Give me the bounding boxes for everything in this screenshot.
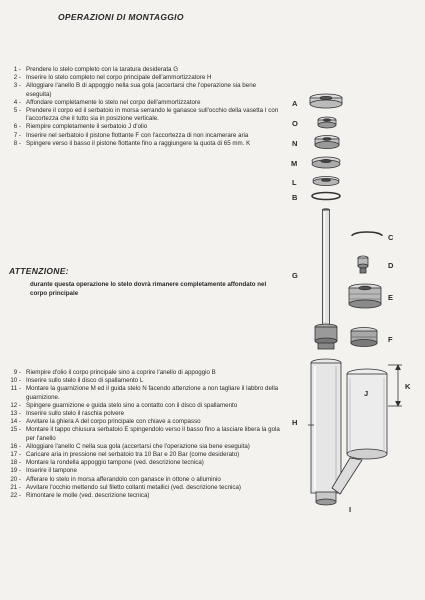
step-item [6,402,281,410]
step-item [6,82,281,98]
step-item [6,132,281,140]
step-text: Riempire completamente il serbatoio J d'olio [26,123,148,131]
step-item [6,99,281,107]
part-N-rod-guide [315,136,339,149]
label-F: F [388,335,393,344]
step-item [6,140,281,148]
step-text: Prendere lo stelo completo con la taratura desiderata G [26,66,179,73]
step-text: Inserire nel serbatoio il pistone flottante F con l'accortezza di non incamerare aria [26,131,249,139]
step-item [6,451,281,459]
step-number: 18 - [10,459,21,467]
label-G: G [292,271,298,280]
label-D: D [388,261,394,270]
label-A: A [292,99,298,108]
step-item [6,123,281,131]
step-item [6,369,281,377]
step-item [6,410,281,418]
step-text: Caricare aria in pressione nel serbatoio tra 10 Bar e 20 Bar (come desiderato) [26,451,240,459]
label-B: B [292,193,298,202]
part-B-support-ring [312,193,340,200]
step-item [6,492,281,500]
page-title: OPERAZIONI DI MONTAGGIO [58,12,184,22]
part-G-rod-assembly [315,209,337,349]
label-M: M [291,159,298,168]
step-number: 17 - [10,451,21,459]
shock-absorber-diagram [280,0,425,600]
attention-heading: ATTENZIONE: [9,266,69,276]
step-number: 20 - [10,475,21,483]
step-number: 2 - [13,74,21,82]
step-number: 16 - [10,442,21,450]
step-item [6,377,281,385]
step-item [6,467,281,475]
label-I: I [349,505,352,514]
step-text: Spingere verso il basso il pistone flottante fino a raggiungere la quota di 65 mm. K [26,139,251,147]
step-text: Prendere il corpo ed il serbatoio in morsa serrando le ganasce sull'occhio della vasetta I con l'accortezza che il tutto sia in posizione verticale. [26,107,279,123]
step-item [6,476,281,484]
step-item [6,484,281,492]
step-text: Rimontare le molle (ved. descrizione tecnica) [26,492,150,500]
step-number: 21 - [10,483,21,491]
label-L: L [292,178,297,187]
label-N: N [292,139,298,148]
step-item [6,426,281,442]
part-D-valve [358,256,368,273]
dimension-K [388,365,402,406]
part-F-floating-piston [351,328,377,347]
part-L-shoulder-disc [313,177,339,186]
steps-list-top [6,66,281,148]
step-text: Alloggiare l'anello B di appoggio nella sua gola (accertarsi che l'operazione sia bene eseguita) [26,82,257,98]
steps-list-bottom [6,369,281,500]
label-H: H [292,418,298,427]
step-text: Avvitare l'occhio mettendo sul filetto collanti metallici (ved. descrizione tecnica) [26,483,241,491]
step-number: 8 - [13,139,21,147]
step-text: Inserire sullo stelo il disco di spallamento L [26,377,144,385]
step-item [6,418,281,426]
step-number: 22 - [10,492,21,500]
label-O: O [292,119,298,128]
label-E: E [388,293,394,302]
part-J-reservoir [347,369,387,459]
step-number: 9 - [13,369,21,376]
part-I-eyelet [316,492,336,505]
step-text: Inserire il tampone [26,467,77,475]
step-text: Montare la rondella appoggio tampone (ved. descrizione tecnica) [26,459,204,467]
step-text: Spingere guarnizione e guida stelo sino a contatto con il disco di spallamento [26,401,238,409]
step-number: 15 - [10,426,21,434]
label-C: C [388,233,394,242]
step-item [6,74,281,82]
label-K: K [405,382,411,391]
step-text: Afferare lo stelo in morsa afferandolo con ganasce in ottone o alluminio [26,475,221,483]
part-O-dust-wiper [318,117,336,128]
part-E-reservoir-cap [349,284,381,308]
step-number: 14 - [10,418,21,426]
step-item [6,459,281,467]
label-J: J [364,389,369,398]
step-number: 5 - [13,107,21,115]
step-text: Inserire sullo stelo il raschia polvere [26,410,125,418]
step-item [6,385,281,401]
step-number: 6 - [13,123,21,131]
step-number: 4 - [13,98,21,106]
step-text: Inserire lo stelo completo nel corpo principale dell'ammortizzatore H [26,74,212,82]
step-text: Montare il tappo chiusura serbatoio E spingendolo verso il basso fino a lasciare libera la gola per l'anello [26,426,280,442]
step-number: 12 - [10,401,21,409]
step-text: Avvitare la ghiera A del corpo principale con chiave a compasso [26,418,201,426]
step-number: 1 - [13,66,21,73]
part-A-ring-nut [310,94,342,108]
step-number: 10 - [10,377,21,385]
part-C-snap-ring [352,232,382,236]
step-number: 3 - [13,82,21,90]
part-H-main-body [311,359,341,493]
attention-text: durante questa operazione lo stelo dovrà rimanere completamente affondato nel corpo principale [30,281,267,297]
step-number: 19 - [10,467,21,475]
step-text: Alloggiare l'anello C nella sua gola (accertarsi che l'operazione sia bene eseguita) [26,442,250,450]
step-number: 7 - [13,131,21,139]
step-text: Riempire d'olio il corpo principale sino a coprire l'anello di appoggio B [26,369,216,376]
step-item [6,66,281,74]
step-number: 11 - [10,385,21,393]
step-item [6,107,281,123]
step-item [6,443,281,451]
step-number: 13 - [10,410,21,418]
step-text: Montare la guarnizione M ed il guida stelo N facendo attenzione a non tagliare il labbro della guarnizione. [26,385,279,401]
part-M-seal [312,157,340,168]
step-text: Affondare completamente lo stelo nel corpo dell'ammortizzatore [26,98,201,106]
